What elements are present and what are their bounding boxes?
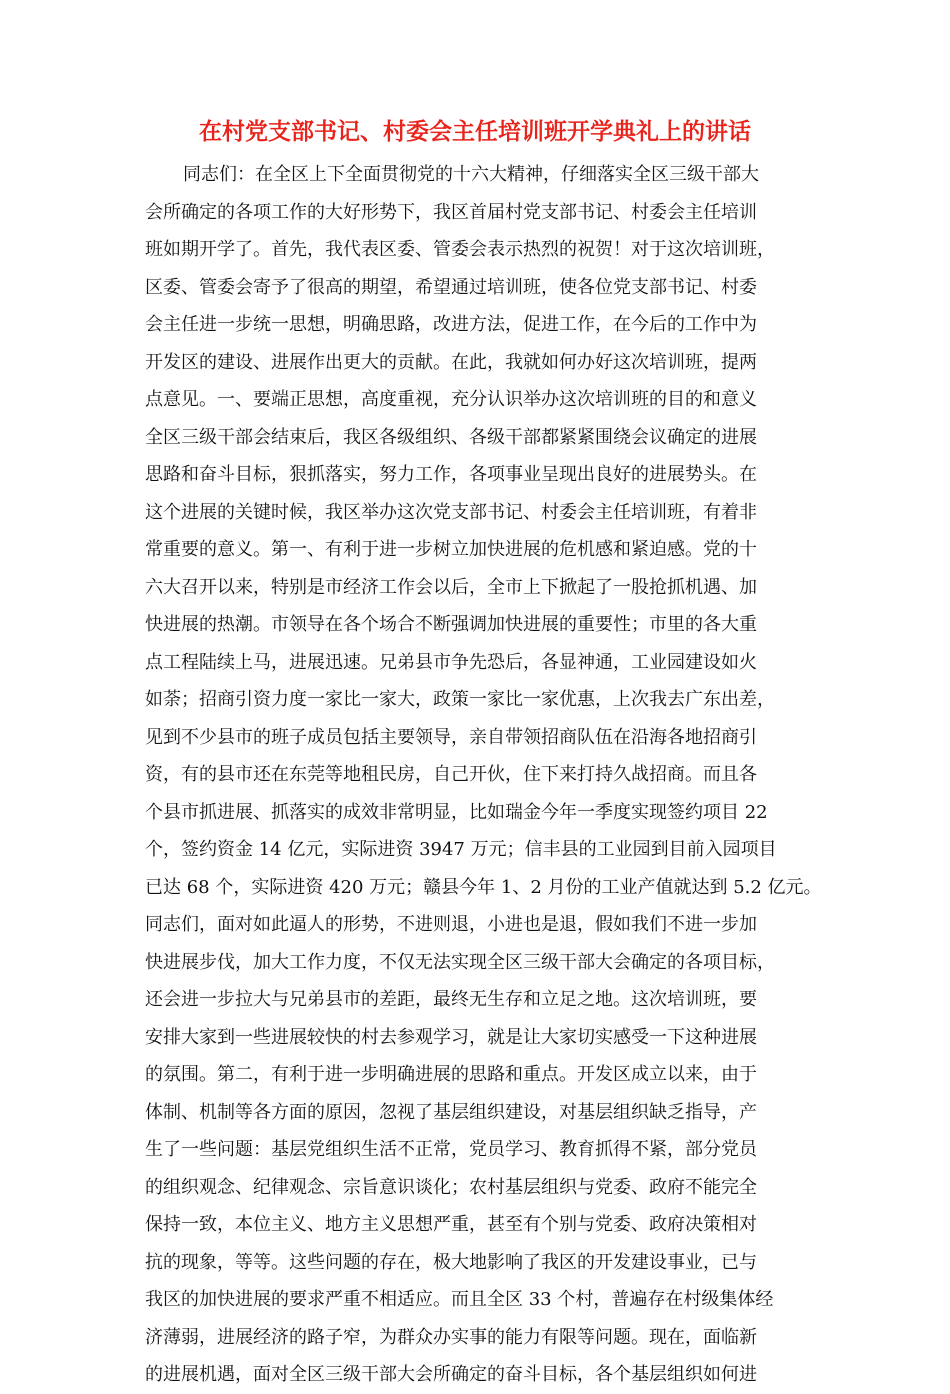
body-line: 的氛围。第二，有利于进一步明确进展的思路和重点。开发区成立以来，由于: [145, 1064, 757, 1085]
body-line: 点意见。一、要端正思想，高度重视，充分认识举办这次培训班的目的和意义: [145, 389, 757, 410]
body-line: 安排大家到一些进展较快的村去参观学习，就是让大家切实感受一下这种进展: [145, 1026, 757, 1048]
body-line: 会主任进一步统一思想，明确思路，改进方法，促进工作，在今后的工作中为: [145, 314, 757, 335]
body-line: 生了一些问题：基层党组织生活不正常，党员学习、教育抓得不紧，部分党员: [145, 1139, 757, 1160]
body-line: 会所确定的各项工作的大好形势下，我区首届村党支部书记、村委会主任培训: [145, 201, 757, 223]
body-line: 点工程陆续上马，进展迅速。兄弟县市争先恐后，各显神通，工业园建设如火: [145, 651, 757, 673]
body-line: 区委、管委会寄予了很高的期望，希望通过培训班，使各位党支部书记、村委: [145, 276, 757, 298]
body-line: 的进展机遇，面对全区三级干部大会所确定的奋斗目标，各个基层组织如何进: [145, 1364, 757, 1385]
body-line: 这个进展的关键时候，我区举办这次党支部书记、村委会主任培训班，有着非: [145, 501, 757, 523]
body-line: 资，有的县市还在东莞等地租民房，自己开伙，住下来打持久战招商。而且各: [145, 764, 757, 785]
body-line: 的组织观念、纪律观念、宗旨意识谈化；农村基层组织与党委、政府不能完全: [145, 1176, 757, 1198]
body-line: 常重要的意义。第一、有利于进一步树立加快进展的危机感和紧迫感。党的十: [145, 539, 757, 560]
body-line: 还会进一步拉大与兄弟县市的差距，最终无生存和立足之地。这次培训班，要: [145, 989, 757, 1010]
body-line: 同志们，面对如此逼人的形势，不进则退，小进也是退，假如我们不进一步加: [145, 914, 757, 935]
body-line: 六大召开以来，特别是市经济工作会以后，全市上下掀起了一股抢抓机遇、加: [145, 576, 757, 598]
body-line: 班如期开学了。首先，我代表区委、管委会表示热烈的祝贺！对于这次培训班，: [145, 239, 775, 260]
body-line: 个，签约资金 14 亿元，实际进资 3947 万元；信丰县的工业园到目前入园项目: [145, 839, 777, 860]
body-line: 保持一致，本位主义、地方主义思想严重，甚至有个别与党委、政府决策相对: [145, 1214, 757, 1235]
body-line: 快进展的热潮。市领导在各个场合不断强调加快进展的重要性；市里的各大重: [145, 614, 757, 635]
body-line: 如荼；招商引资力度一家比一家大，政策一家比一家优惠，上次我去广东出差，: [145, 689, 775, 710]
body-line: 我区的加快进展的要求严重不相适应。而且全区 33 个村，普遍存在村级集体经: [145, 1289, 774, 1310]
body-line: 开发区的建设、进展作出更大的贡献。在此，我就如何办好这次培训班，提两: [145, 351, 757, 373]
body-line: 抗的现象，等等。这些问题的存在，极大地影响了我区的开发建设事业，已与: [145, 1251, 757, 1273]
body-line: 同志们：在全区上下全面贯彻党的十六大精神，仔细落实全区三级干部大: [183, 164, 759, 185]
document-body: [0, 156, 950, 1394]
body-line: 见到不少县市的班子成员包括主要领导，亲自带领招商队伍在沿海各地招商引: [145, 726, 757, 748]
body-line: 济薄弱，进展经济的路子窄，为群众办实事的能力有限等问题。现在，面临新: [145, 1326, 757, 1348]
body-line: 已达 68 个，实际进资 420 万元；赣县今年 1、2 月份的工业产值就达到 5.2 亿元。: [145, 876, 822, 898]
body-line: 快进展步伐，加大工作力度，不仅无法实现全区三级干部大会确定的各项目标，: [145, 951, 775, 973]
body-line: 全区三级干部会结束后，我区各级组织、各级干部都紧紧围绕会议确定的进展: [145, 426, 757, 448]
body-line: 体制、机制等各方面的原因，忽视了基层组织建设，对基层组织缺乏指导，产: [145, 1101, 757, 1123]
body-line: 个县市抓进展、抓落实的成效非常明显，比如瑞金今年一季度实现签约项目 22: [145, 801, 768, 823]
body-line: 思路和奋斗目标，狠抓落实，努力工作，各项事业呈现出良好的进展势头。在: [145, 464, 757, 485]
document-title: 在村党支部书记、村委会主任培训班开学典礼上的讲话: [199, 119, 751, 145]
